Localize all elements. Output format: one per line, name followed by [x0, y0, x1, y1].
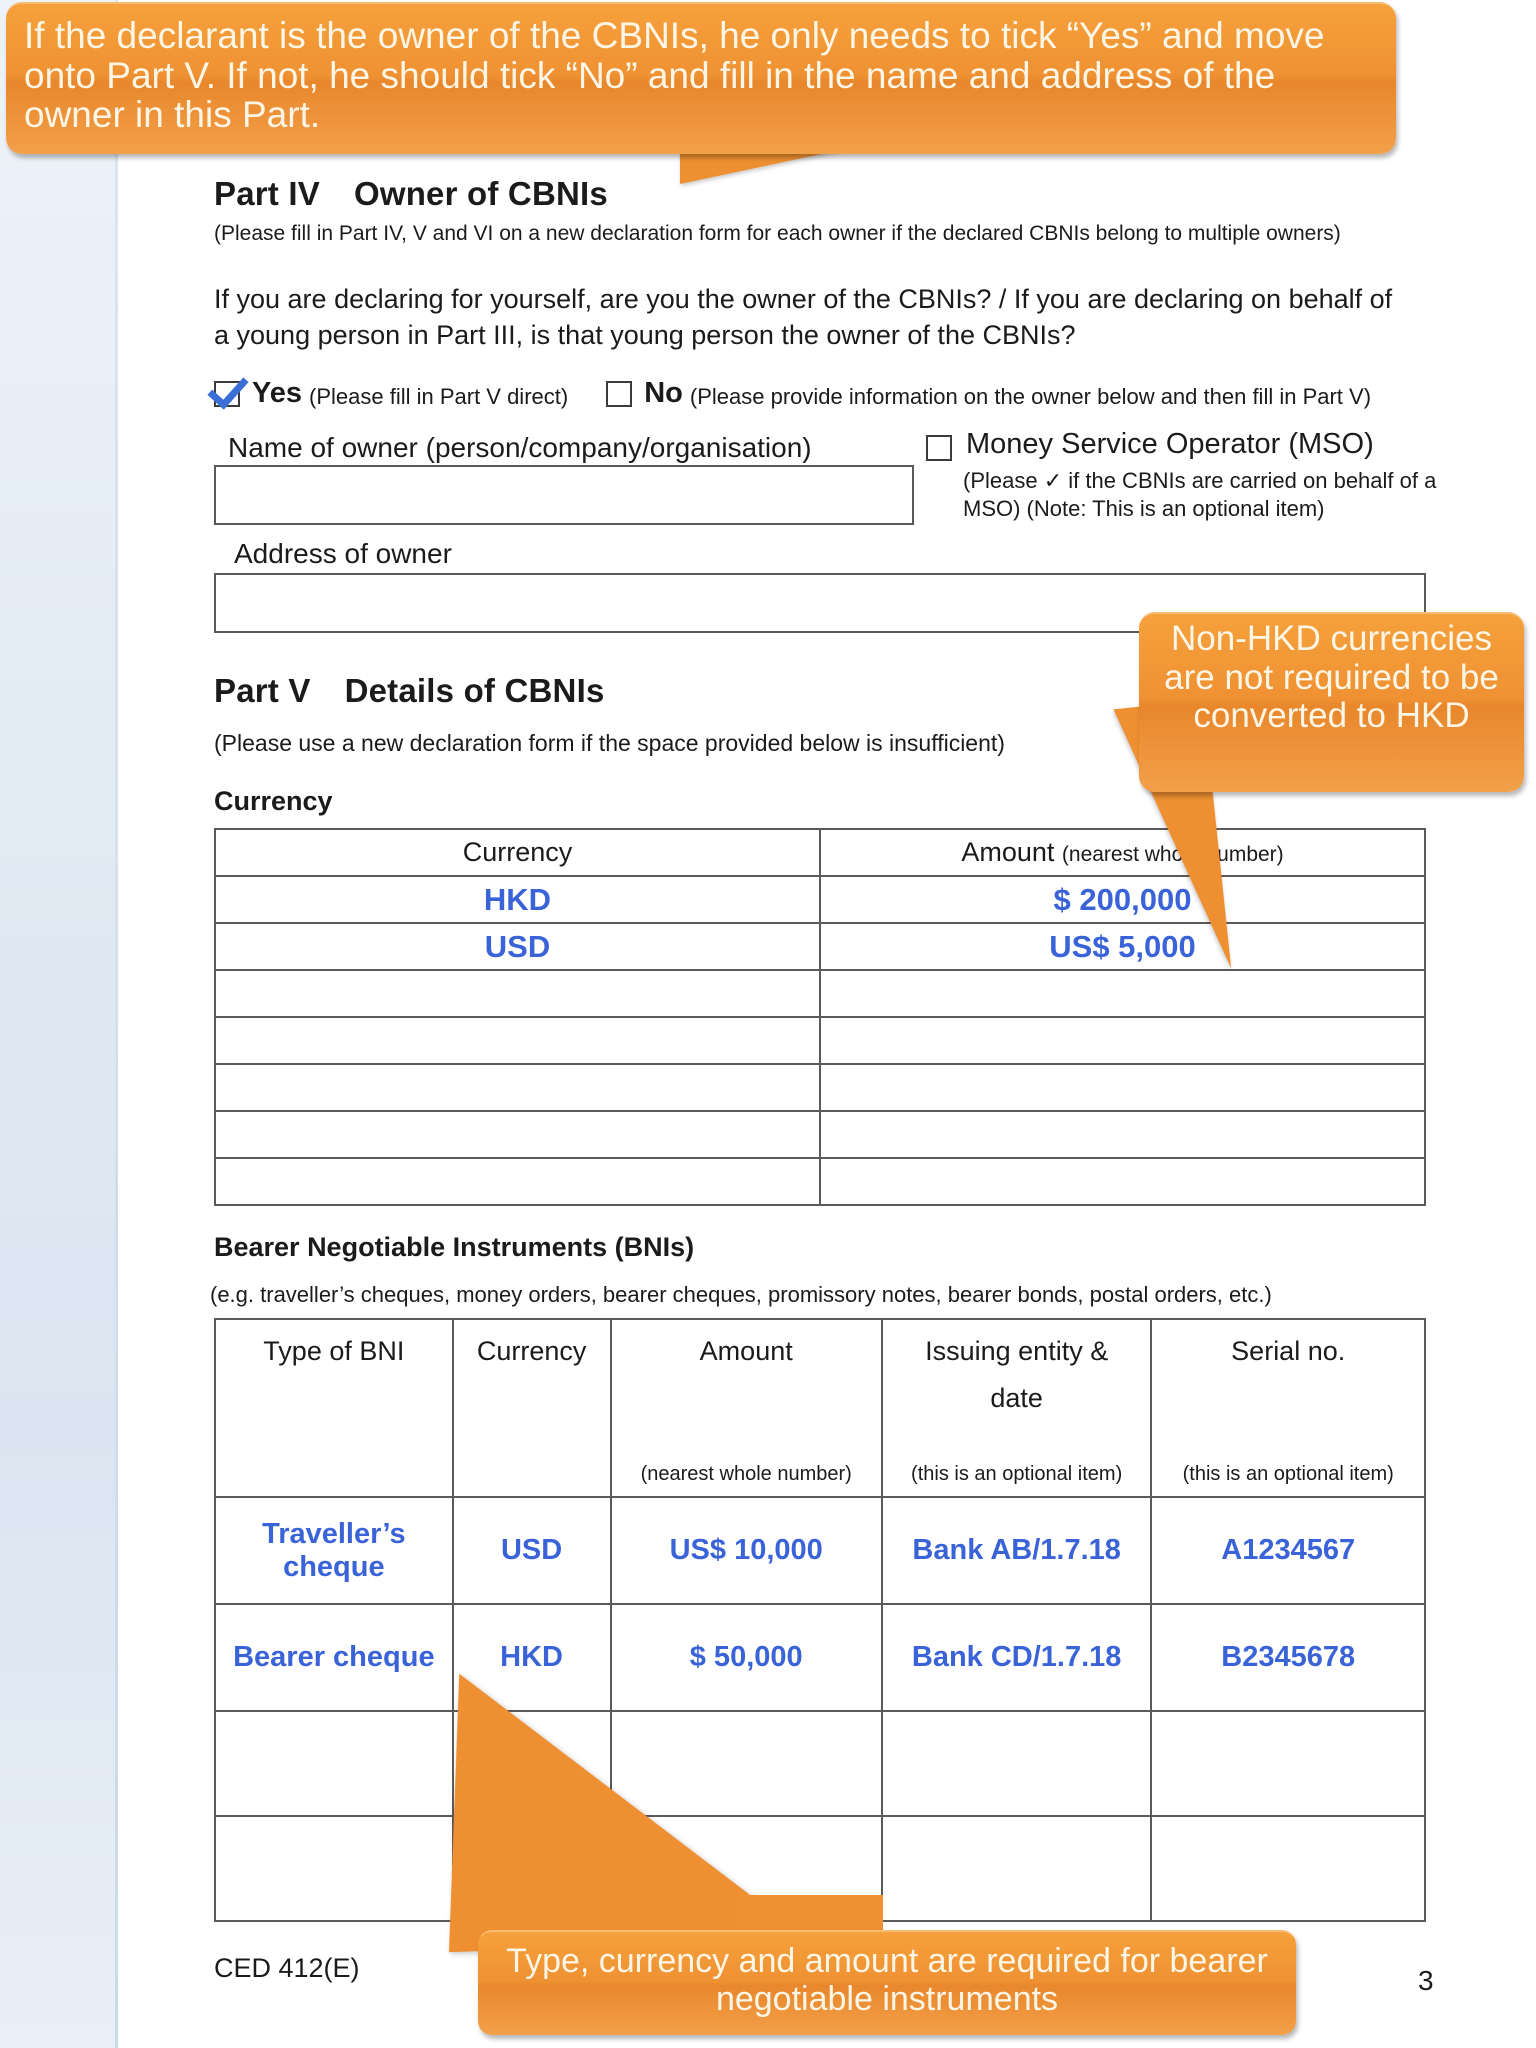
- part5-title: Details of CBNIs: [344, 672, 605, 709]
- currency-cell[interactable]: [215, 970, 820, 1017]
- amount-cell[interactable]: [820, 1017, 1425, 1064]
- table-row: [215, 876, 1425, 923]
- type-column-header: [215, 1319, 453, 1497]
- bni-amount-value: $ 50,000: [689, 1641, 803, 1674]
- currency-cell[interactable]: [215, 1017, 820, 1064]
- table-row: [215, 1111, 1425, 1158]
- currency-column-header: Currency: [215, 829, 820, 876]
- serial-column-header: [1151, 1319, 1425, 1497]
- bni-section-label: Bearer Negotiable Instruments (BNIs): [214, 1232, 695, 1262]
- serial-header-text: Serial no.: [1231, 1336, 1346, 1366]
- type-header-text: Type of BNI: [263, 1336, 405, 1366]
- bni-serial-value: A1234567: [1221, 1534, 1356, 1567]
- address-of-owner-label: Address of owner: [234, 538, 452, 569]
- bni-issuing-cell[interactable]: [882, 1604, 1152, 1711]
- table-row: [215, 1158, 1425, 1205]
- table-row: [215, 1497, 1425, 1604]
- mso-label: Money Service Operator (MSO): [966, 428, 1374, 460]
- amount-header-text: Amount: [961, 837, 1055, 867]
- currency-cell[interactable]: [215, 1158, 820, 1205]
- table-header-row: [215, 1319, 1425, 1497]
- bni-type-cell[interactable]: [215, 1604, 453, 1711]
- callout-non-hkd: [1139, 612, 1524, 792]
- amount-cell[interactable]: US$ 5,000: [820, 923, 1425, 970]
- part4-title: Owner of CBNIs: [353, 175, 608, 212]
- currency-section-label: Currency: [214, 786, 333, 816]
- bni-serial-cell[interactable]: [1151, 1497, 1425, 1604]
- bni-issuing-cell[interactable]: [882, 1497, 1152, 1604]
- currency-column-header: [453, 1319, 611, 1497]
- bni-type-value: Traveller’s cheque: [262, 1518, 406, 1583]
- issuing-header-text-line2: date: [990, 1383, 1043, 1413]
- currency-cell[interactable]: HKD: [215, 876, 820, 923]
- issuing-column-header: [882, 1319, 1152, 1497]
- bni-currency-value: USD: [500, 1534, 563, 1567]
- table-header-row: [215, 829, 1425, 876]
- mso-option: [926, 428, 1374, 461]
- table-row: [215, 1604, 1425, 1711]
- bni-type-value: Bearer cheque: [233, 1641, 435, 1674]
- bni-type-cell[interactable]: [215, 1711, 453, 1816]
- currency-cell[interactable]: USD: [215, 923, 820, 970]
- mso-checkbox[interactable]: [926, 435, 952, 461]
- bni-issuing-cell[interactable]: [882, 1711, 1152, 1816]
- issuing-header-text: Issuing entity &: [925, 1336, 1109, 1366]
- bni-serial-cell[interactable]: [1151, 1711, 1425, 1816]
- callout-owner-instructions-text: If the declarant is the owner of the CBNIs, he only needs to tick “Yes” and move onto Part V. If not, he should tick “No” and fill in the name and address of the owner in this Part.: [24, 15, 1325, 136]
- currency-cell[interactable]: [215, 1111, 820, 1158]
- yes-checkbox[interactable]: [214, 381, 240, 407]
- amount-header-text: Amount: [699, 1336, 793, 1366]
- currency-header-text: Currency: [476, 1336, 587, 1366]
- yes-note: (Please fill in Part V direct): [309, 384, 569, 409]
- amount-cell[interactable]: [820, 1158, 1425, 1205]
- currency-cell[interactable]: [215, 1064, 820, 1111]
- part4-subtitle: (Please fill in Part IV, V and VI on a new declaration form for each owner if the declared CBNIs belong to multiple owners): [214, 222, 1341, 245]
- no-label: No: [644, 377, 683, 409]
- table-row: [215, 923, 1425, 970]
- bni-serial-cell[interactable]: [1151, 1816, 1425, 1921]
- part4-heading: [214, 175, 608, 213]
- part4-number: Part IV: [214, 175, 320, 212]
- bni-amount-value: US$ 10,000: [669, 1534, 823, 1567]
- amount-cell[interactable]: [820, 970, 1425, 1017]
- serial-header-subnote: (this is an optional item): [1182, 1463, 1394, 1485]
- table-row: [215, 970, 1425, 1017]
- callout-owner-instructions: [6, 2, 1396, 154]
- part5-subtitle: (Please use a new declaration form if the space provided below is insufficient): [214, 730, 1005, 756]
- amount-cell[interactable]: [820, 1064, 1425, 1111]
- issuing-header-subnote: (this is an optional item): [911, 1463, 1123, 1485]
- left-decorative-band: [0, 0, 118, 2048]
- mso-note: (Please ✓ if the CBNIs are carried on behalf of a MSO) (Note: This is an optional item): [963, 468, 1437, 521]
- bni-serial-value: B2345678: [1221, 1641, 1356, 1674]
- left-band-edge: [115, 0, 118, 2048]
- amount-header-suffix: (nearest whole number): [1061, 843, 1284, 866]
- bni-serial-cell[interactable]: [1151, 1604, 1425, 1711]
- amount-column-header: [611, 1319, 882, 1497]
- bni-amount-cell[interactable]: [611, 1497, 882, 1604]
- bni-currency-value: HKD: [500, 1641, 564, 1674]
- amount-cell[interactable]: [820, 1111, 1425, 1158]
- no-note: (Please provide information on the owner below and then fill in Part V): [689, 384, 1372, 409]
- name-of-owner-label: Name of owner (person/company/organisation): [228, 432, 812, 463]
- bni-type-cell[interactable]: [215, 1497, 453, 1604]
- form-code: CED 412(E): [214, 1953, 360, 1983]
- owner-yesno-group: [214, 377, 1371, 410]
- part5-heading: [214, 672, 605, 710]
- part4-question: If you are declaring for yourself, are you the owner of the CBNIs? / If you are declaring on behalf of a young person in Part III, is that young person the owner of the CBNIs?: [214, 284, 1393, 350]
- part5-number: Part V: [214, 672, 311, 709]
- amount-column-header: [820, 829, 1425, 876]
- table-row: [215, 1017, 1425, 1064]
- bni-table: [214, 1318, 1426, 1922]
- callout-bni-required: [478, 1930, 1296, 2035]
- currency-table: [214, 828, 1426, 1206]
- table-row: [215, 1711, 1425, 1816]
- no-checkbox[interactable]: [606, 381, 632, 407]
- bni-issuing-cell[interactable]: [882, 1816, 1152, 1921]
- table-row: [215, 1064, 1425, 1111]
- callout-non-hkd-text: Non-HKD currencies are not required to be converted to HKD: [1164, 619, 1499, 735]
- bni-issuing-value: Bank AB/1.7.18: [912, 1534, 1121, 1567]
- callout-bni-required-text: Type, currency and amount are required for bearer negotiable instruments: [506, 1942, 1268, 2019]
- bni-currency-cell[interactable]: [453, 1497, 611, 1604]
- amount-cell[interactable]: $ 200,000: [820, 876, 1425, 923]
- yes-label: Yes: [252, 377, 302, 409]
- page-number: 3: [1418, 1965, 1434, 1996]
- name-of-owner-field[interactable]: [214, 465, 914, 525]
- bni-examples: (e.g. traveller’s cheques, money orders, bearer cheques, promissory notes, bearer bonds, postal orders, etc.): [210, 1282, 1272, 1307]
- amount-header-subnote: (nearest whole number): [640, 1463, 852, 1485]
- bni-issuing-value: Bank CD/1.7.18: [911, 1641, 1122, 1674]
- bni-type-cell[interactable]: [215, 1816, 453, 1921]
